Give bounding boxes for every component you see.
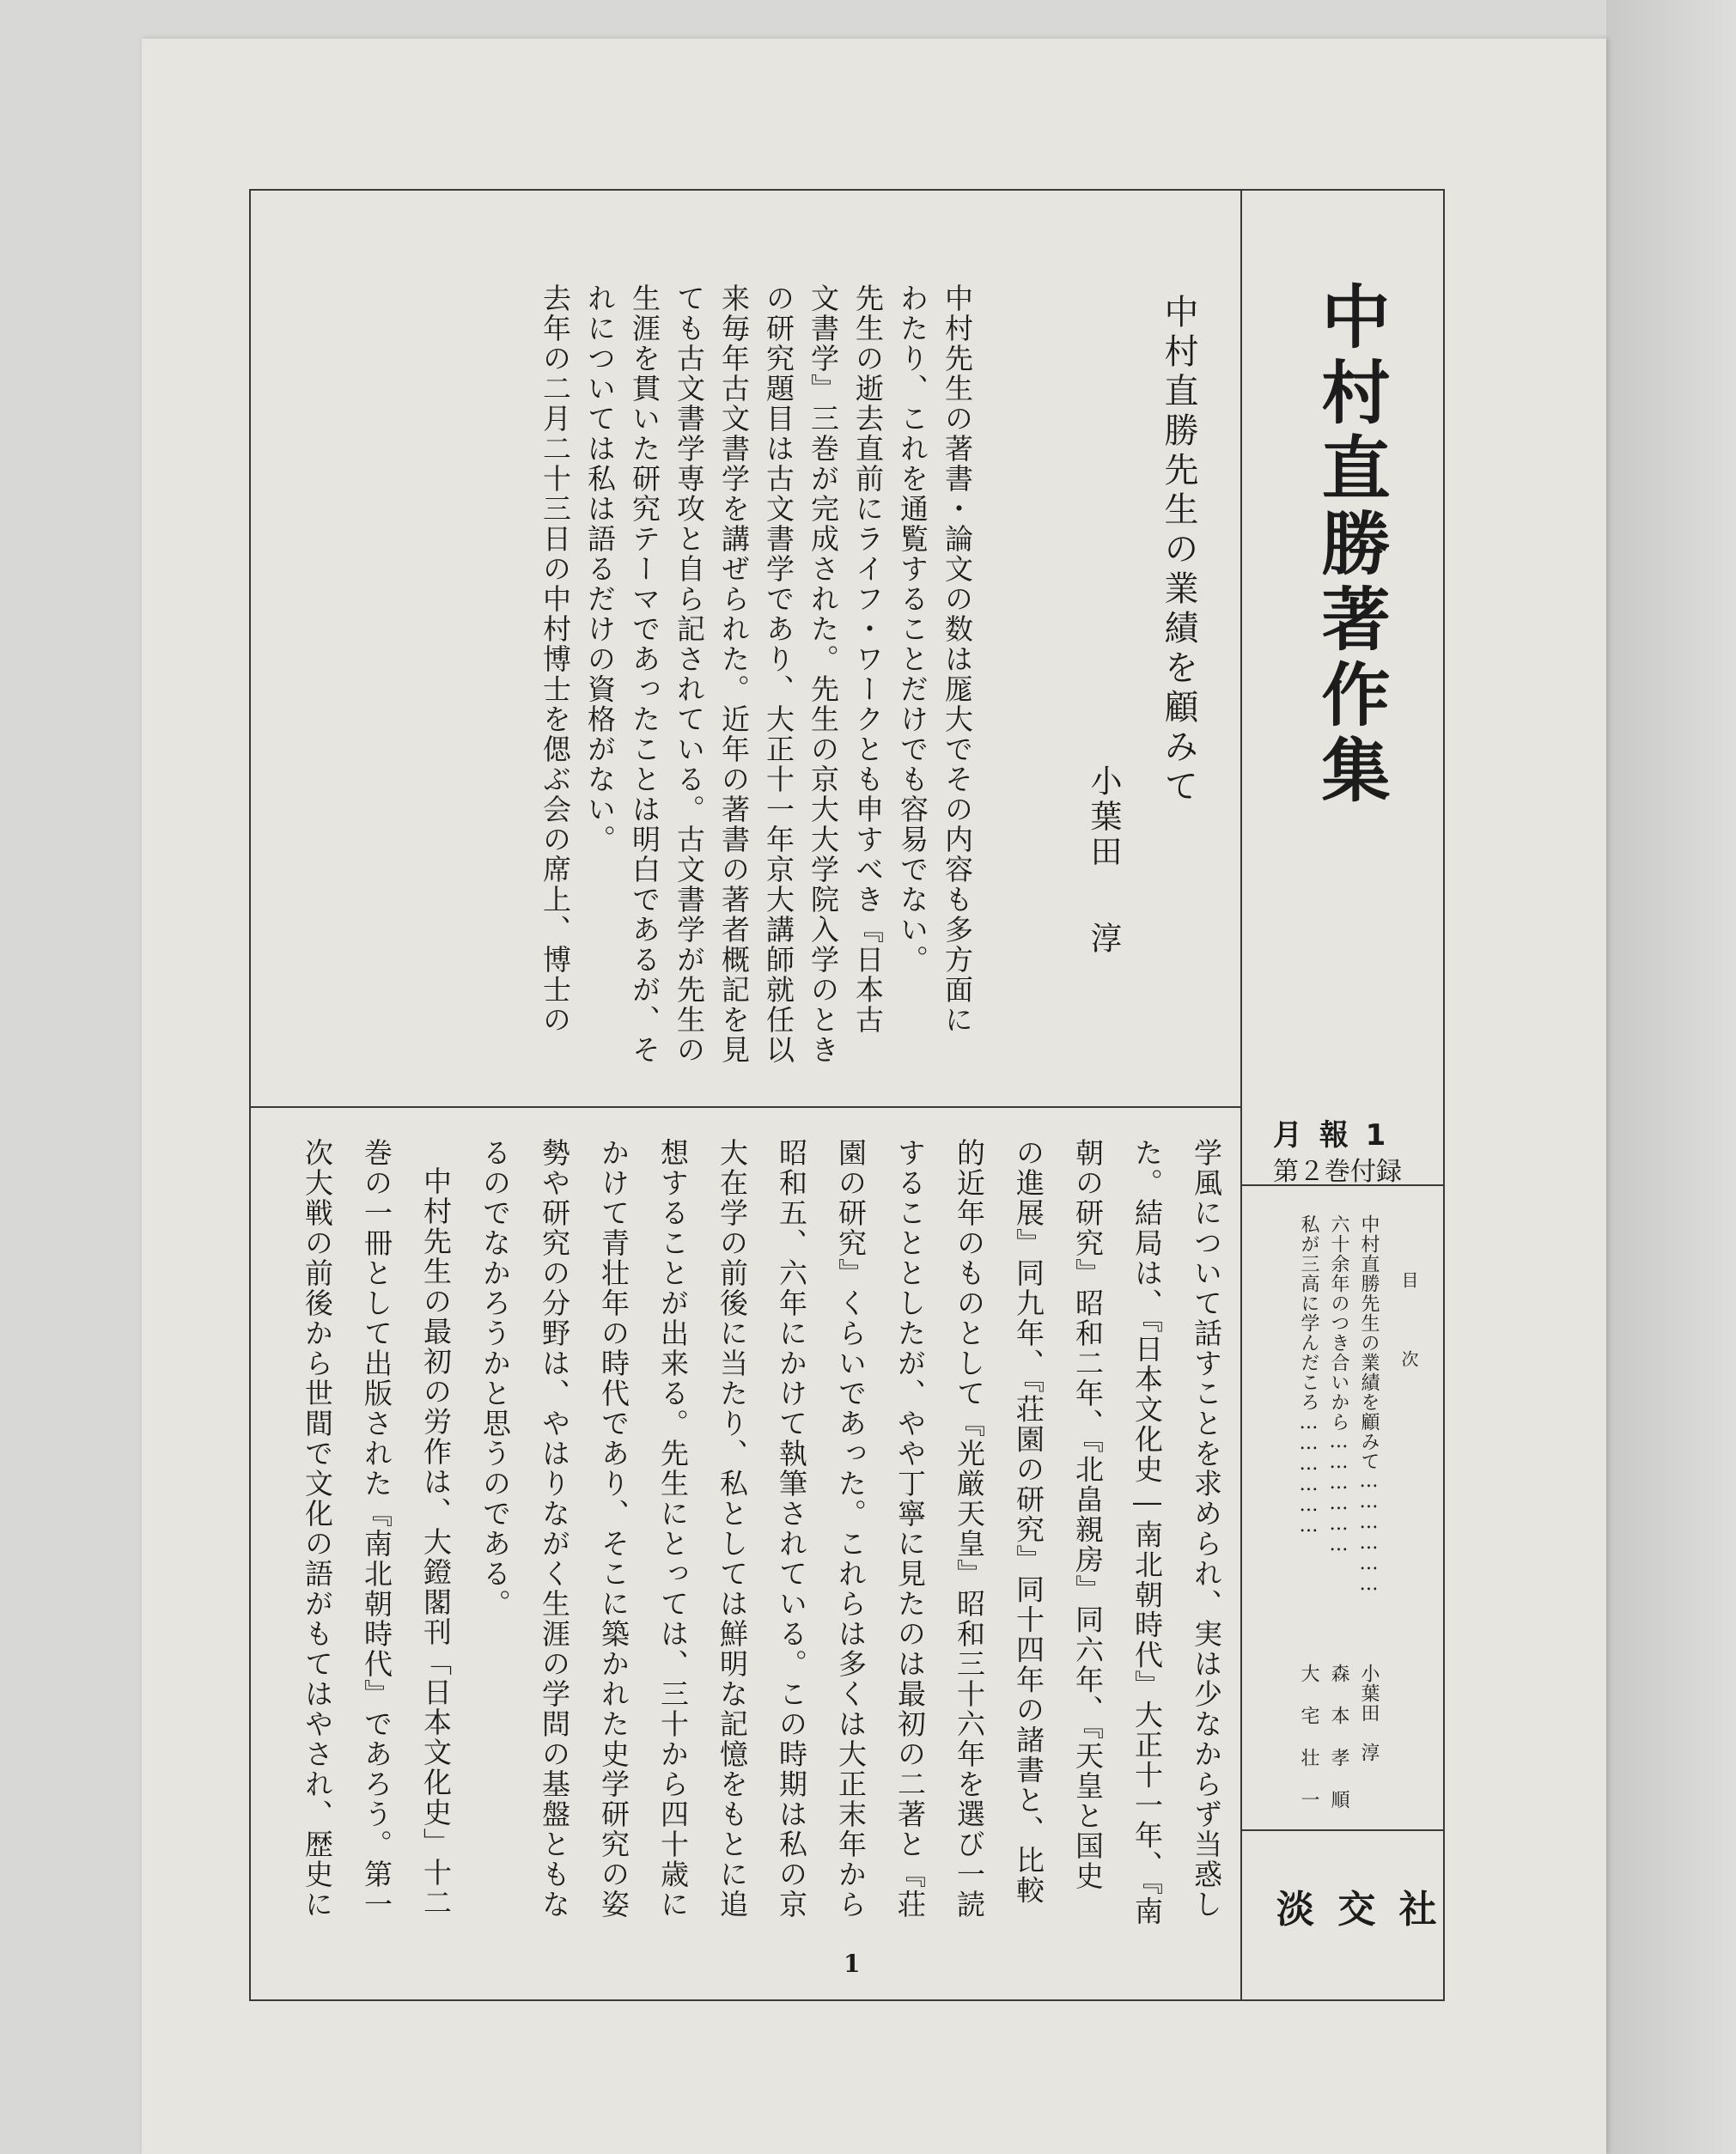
- text-column: 巻の一冊として出版された『南北朝時代』であろう。第一: [360, 1138, 393, 1920]
- text-column: 中村先生の著書・論文の数は厖大でその内容も多方面に: [941, 283, 974, 1035]
- toc-leader: ………………: [1358, 1470, 1380, 1594]
- toc-leader: ………………: [1328, 1431, 1349, 1555]
- toc-entry-title: 中村直勝先生の業績を顧みて: [1358, 1214, 1380, 1471]
- background-surface: [1606, 0, 1736, 2154]
- text-column: することとしたが、やや丁寧に見たのは最初の二著と『荘: [893, 1138, 927, 1920]
- text-column: た。結局は、『日本文化史―南北朝時代』大正十一年、『南: [1130, 1138, 1164, 1926]
- author-given: 淳: [1085, 922, 1122, 957]
- article-title: 中村直勝先生の業績を顧みて: [1159, 294, 1198, 807]
- toc-entry-title: 私が三高に学んだころ: [1298, 1214, 1319, 1412]
- toc-entry-author: 森 本 孝 順: [1328, 1664, 1349, 1810]
- text-column: 大在学の前後に当たり、私としては鮮明な記憶をもとに追: [716, 1138, 749, 1920]
- text-column: かけて青壮年の時代であり、そこに築かれた史学研究の姿: [597, 1138, 630, 1920]
- article-author: [1080, 764, 1126, 957]
- printed-page: [142, 39, 1606, 2154]
- text-column: 去年の二月二十三日の中村博士を偲ぶ会の席上、博士の: [539, 283, 572, 1035]
- issue-label: 月 報 1: [1273, 1118, 1390, 1153]
- text-column: 次大戦の前後から世間で文化の語がもてはやされ、歴史に: [301, 1138, 334, 1920]
- sidebar-divider: [1240, 191, 1242, 1999]
- text-column: 勢や研究の分野は、やはりながく生涯の学問の基盤ともな: [538, 1138, 571, 1920]
- text-column: 生涯を貫いた研究テーマであったことは明白であるが、そ: [628, 283, 661, 1065]
- text-column: 学風について話すことを求められ、実は少なからず当惑し: [1190, 1138, 1223, 1920]
- toc-heading: 目 次: [1398, 1271, 1419, 1388]
- text-column: 朝の研究』昭和二年、『北畠親房』同六年、『天皇と国史: [1071, 1138, 1105, 1891]
- column-divider: [251, 1106, 1240, 1108]
- text-column: 文書学』三巻が完成された。先生の京大大学院入学のとき: [807, 283, 840, 1065]
- text-column: 来毎年古文書学を講ぜられた。近年の著書の著者概記を見: [717, 283, 751, 1065]
- text-column: れについては私は語るだけの資格がない。: [583, 283, 617, 855]
- text-column: 園の研究』くらいであった。これらは多くは大正末年から: [834, 1138, 868, 1920]
- text-column: の研究題目は古文書学であり、大正十一年京大講師就任以: [762, 283, 795, 1065]
- text-column: 中村先生の最初の労作は、大鐙閣刊「日本文化史」十二: [419, 1166, 453, 1918]
- author-surname: 小葉田: [1085, 764, 1122, 870]
- toc-entry-title: 六十余年のつき合いから: [1328, 1214, 1349, 1432]
- text-column: 的近年のものとして『光厳天皇』昭和三十六年を選び一読: [953, 1138, 986, 1920]
- text-column: るのでなかろうかと思うのである。: [478, 1138, 512, 1619]
- toc-entry-author: 大 宅 壮 一: [1298, 1664, 1319, 1810]
- series-title: 中村直勝著作集: [1310, 281, 1390, 810]
- text-column: 昭和五、六年にかけて執筆されている。この時期は私の京: [775, 1138, 808, 1920]
- text-column: わたり、これを通覧することだけでも容易でない。: [896, 283, 929, 975]
- publisher: 淡 交 社: [1276, 1888, 1442, 1932]
- text-column: の進展』同九年、『荘園の研究』同十四年の諸書と、比較: [1012, 1138, 1045, 1906]
- text-column: 先生の逝去直前にライフ・ワークとも申すべき『日本古: [851, 283, 885, 1035]
- toc-leader: ………………: [1298, 1412, 1319, 1536]
- toc-entry-author: 小葉田 淳: [1358, 1664, 1380, 1762]
- page-number: 1: [844, 1950, 861, 1978]
- page-frame: [249, 189, 1445, 2001]
- text-column: 想することが出来る。先生にとっては、三十から四十歳に: [656, 1138, 690, 1920]
- issue-supplement: 第２巻付録: [1273, 1157, 1402, 1187]
- toc-bottom-rule: [1242, 1829, 1443, 1831]
- text-column: ても古文書学専攻と自ら記されている。古文書学が先生の: [673, 283, 706, 1065]
